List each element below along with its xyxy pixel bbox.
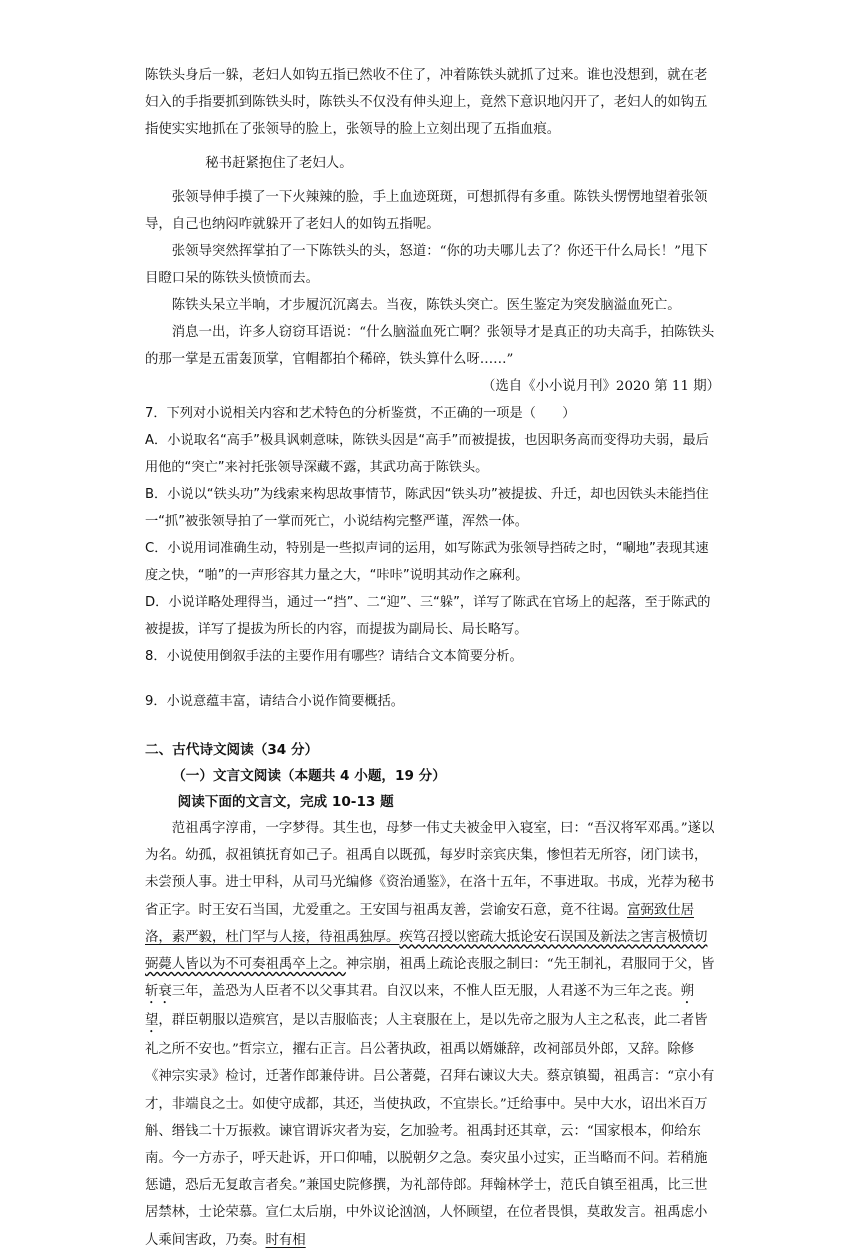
option-a: A．小说取名“高手”极具讽刺意味，陈铁头因是“高手”而被提拔，也因职务高而变得功夫弱，最后用他的“突亡”来衬托张领导深藏不露，其武功高于陈铁头。 [145,433,709,475]
section-heading: 二、古代诗文阅读（34 分） [145,742,319,758]
passage-text: 范祖禹字淳甫，一字梦得。其生也，母梦一伟丈夫被金甲入寝室，曰：“吾汉将军邓禹。”遂以为名。幼孤，叔祖镇抚育如己子。祖禹自以既孤，每岁时亲宾庆集，惨怛若无所容，闭门读书，未尝预人事。进士甲科，从司马光编修《资治通鉴》，在洛十五年，不事进取。书成，光荐为秘书省正字。时王安石当国，尤爱重之。王安国与祖禹友善，尝谕安石意，竟不往谒。 [145,821,715,918]
story-paragraph: 陈铁头身后一躲，老妇人如钩五指已然收不住了，冲着陈铁头就抓了过来。谁也没想到，就在老妇入的手指要抓到陈铁头时，陈铁头不仅没有伸头迎上，竟然下意识地闪开了，老妇人的如钩五指使实实地抓在了张领导的脸上，张领导的脸上立刻出现了五指血痕。 [145,68,708,137]
reading-instruction: 阅读下面的文言文，完成 10-13 题 [177,794,394,810]
dotted-term: 朔望 [145,984,695,1029]
option-b: B．小说以“铁头功”为线索来构思故事情节，陈武因“铁头功”被提拔、升迁，却也因铁头未能挡住一“抓”被张领导拍了一掌而死亡，小说结构完整严谨，浑然一体。 [145,487,709,529]
question-block [145,400,720,715]
story-paragraph: 消息一出，许多人窃窃耳语说：“什么脑溢血死亡啊？张领导才是真正的功夫高手，拍陈铁头的那一掌是五雷轰顶掌，官帽都拍个稀碎，铁头算什么呀……” [145,325,715,367]
passage-text: ，群臣朝服以造殡宫，是以吉服临丧；人主衰服在上，是以先帝之服为人主之私丧，此二者皆礼之所不安也。”哲宗立，擢右正言。吕公著执政，祖禹以婿嫌辞，改祠部员外郎，又辞。除修《神宗实录》检讨，迁著作郎兼侍讲。吕公著薨，召拜右谏议大夫。蔡京镇蜀，祖禹言：“京小有才，非端良之士。如使守成都，其还，当使执政，不宜崇长。”迁给事中。吴中大水，诏出米百万斛、缗钱二十万振救。谏官谓诉灾者为妄，乞加验考。祖禹封还其章，云：“国家根本，仰给东南。今一方赤子，呼天赴诉，开口仰哺，以脱朝夕之急。奏灾虽小过实，正当略而不问。若稍施惩谴，恐后无复敢言者矣。”兼国史院修撰，为礼部侍郎。拜翰林学士，范氏自镇至祖禹，比三世居禁林，士论荣慕。宣仁太后崩，中外议论汹汹，人怀顾望，在位者畏惧，莫敢发言。祖禹虑小人乘间害政，乃奏。 [145,1013,715,1248]
option-c: C．小说用词准确生动，特别是一些拟声词的运用，如写陈武为张领导挡砖之时，“唰地”表现其速度之快，“啪”的一声形容其力量之大，“咔咔”说明其动作之麻利。 [145,541,709,583]
question-9: 9．小说意蕴丰富，请结合小说作简要概括。 [145,694,404,709]
passage-text: 三年，盖恐为人臣者不以父事其君。自汉以来，不惟人臣无服，人君遂不为三年之丧。 [171,984,681,1000]
story-paragraph: 秘书赶紧抱住了老妇人。 [205,156,353,171]
story-paragraph: 张领导突然挥掌拍了一下陈铁头的头，怒道：“你的功夫哪儿去了？你还干什么局长！”甩下目瞪口呆的陈铁头愤愤而去。 [145,244,708,286]
underlined-sentence: 时有相 [265,1232,306,1248]
wavy-underlined-sentence: 疾笃召授以密疏大抵论安石误国及新法之害言极愤切弼薨人皆以为不可奏祖禹卒上之。 [145,929,708,973]
option-d: D．小说详略处理得当，通过一“挡”、二“迎”、三“躲”，详写了陈武在官场上的起落，至于陈武的被提拔，详写了提拔为所长的内容，而提拔为副局长、局长略写。 [145,595,711,637]
underlined-sentence: 富弼致仕居洛，素严毅，杜门罕与人接，待祖禹独厚。 [145,902,695,945]
story-excerpt [145,62,720,400]
story-paragraph: 陈铁头呆立半晌，才步履沉沉离去。当夜，陈铁头突亡。医生鉴定为突发脑溢血死亡。 [171,298,681,313]
passage-text: 神宗崩，祖禹上疏论丧服之制曰：“先王制礼，君服同于父，皆 [345,957,715,973]
dotted-term: 斩衰 [145,984,172,1000]
subsection-heading: （一）文言文阅读（本题共 4 小题，19 分） [172,768,446,784]
question-8: 8．小说使用倒叙手法的主要作用有哪些？请结合文本简要分析。 [145,649,523,664]
question-7: 7．下列对小说相关内容和艺术特色的分析鉴赏，不正确的一项是（ ） [145,406,576,421]
story-paragraph: 张领导伸手摸了一下火辣辣的脸，手上血迹斑斑，可想抓得有多重。陈铁头愣愣地望着张领导，自己也纳闷咋就躲开了老妇人的如钩五指呢。 [145,190,708,232]
section-two [145,737,720,815]
classical-passage [145,815,720,1254]
classical-paragraph [145,815,720,1254]
source-citation: （选自《小小说月刊》2020 第 11 期） [482,379,720,394]
